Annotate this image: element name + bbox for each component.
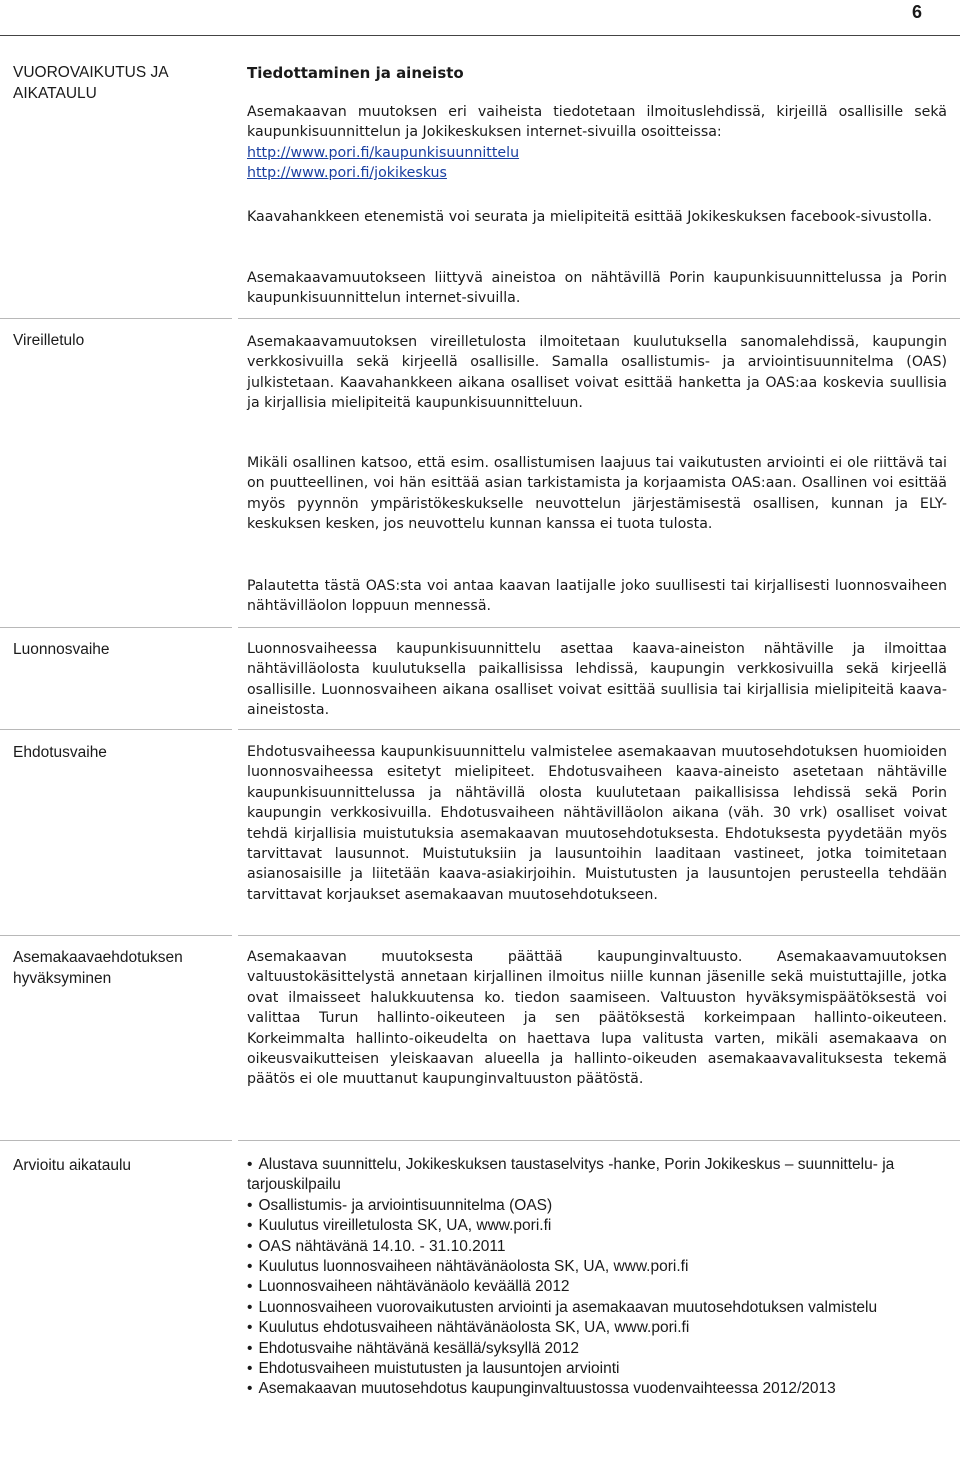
section-label-ehdotusvaihe: Ehdotusvaihe [13,744,107,761]
vireilletulo-paragraph-2: Mikäli osallinen katsoo, että esim. osallistumisen laajuus tai vaikutusten arviointi ei ole riittävä tai on puutteellinen, voi hän esittää asian tarkistamista ja korjaamista OAS:aan. Osallinen voi esittää myös pyynnön ympäristökeskukselle neuvottelun järjestämisestä osallisen, kunnan ja ELY-keskuksen kesken, jos neuvottelu kunnan kanssa ei tuota tulosta. [247,455,947,533]
row-divider [0,935,232,936]
facebook-paragraph: Kaavahankkeen etenemistä voi seurata ja mielipiteitä esittää Jokikeskuksen facebook-sivustolla. [247,209,933,225]
list-item: • Asemakaavan muutosehdotus kaupunginvaltuustossa vuodenvaihteessa 2012/2013 [247,1379,947,1399]
row-divider [238,318,960,319]
section-label-vuorovaikutus: VUOROVAIKUTUS JA AIKATAULU [13,64,168,102]
list-item: • Kuulutus ehdotusvaiheen nähtävänäolosta SK, UA, www.pori.fi [247,1318,947,1338]
section-label-vireilletulo: Vireilletulo [13,332,85,349]
ehdotusvaihe-paragraph: Ehdotusvaiheessa kaupunkisuunnittelu valmistelee asemakaavan muutosehdotuksen huomioiden luonnosvaiheessa esitetyt mielipiteet. Ehdotusvaiheen kaava-aineisto asetetaan nähtäville kaupunkisuunnittelussa ja nähtävillä olosta kuulutetaan paikallisissa lehdissä sekä Porin kaupungin verkkosivuilla. Ehdotusvaiheen nähtävilläolon aikana (väh. 30 vrk) osalliset voivat tehdä kirjallisia muistutuksia asemakaavan muutosehdotuksesta. Ehdotuksesta pyydetään myös tarvittavat lausunnot. Muistutuksiin ja lausuntoihin laaditaan vastineet, jotka toimitetaan asianosaisille ja liitetään kaava-asiakirjoihin. Muistutusten ja lausuntojen perusteella tehdään tarvittavat korjaukset asemakaavan muutosehdotukseen. [247,744,947,903]
header-rule [0,35,960,36]
row-divider [0,729,232,730]
list-item: • Kuulutus vireilletulosta SK, UA, www.pori.fi [247,1216,947,1236]
link-jokikeskus[interactable]: http://www.pori.fi/jokikeskus [247,165,447,182]
link-kaupunkisuunnittelu[interactable]: http://www.pori.fi/kaupunkisuunnittelu [247,144,520,161]
list-item: • Ehdotusvaihe nähtävänä kesällä/syksyllä 2012 [247,1339,947,1359]
aineisto-paragraph: Asemakaavamuutokseen liittyvä aineistoa on nähtävillä Porin kaupunkisuunnittelussa ja Porin kaupunkisuunnittelun internet-sivuilla. [247,270,947,307]
section-label-aikataulu: Arvioitu aikataulu [13,1157,132,1174]
hyvaksyminen-paragraph: Asemakaavan muutoksesta päättää kaupunginvaltuusto. Asemakaavamuutoksen valtuustokäsittelystä annetaan kirjallinen ilmoitus niille kunnan jäsenille sekä muistuttajille, jotka ovat ilmaisseet halukkuutensa ko. tiedon saamiseen. Valtuuston hyväksymispäätöksestä voi valittaa Turun hallinto-oikeuteen ja sen päätöksestä korkeimpaan hallinto-oikeuteen. Korkeimmalta hallinto-oikeudelta on haettava lupa valitusta varten, mikäli asemakaava on oikeusvaikutteisen yleiskaavan alueella ja hallinto-oikeuden asemakaavavalituksesta tekemä päätös ei ole muuttanut kaupunginvaltuuston päätöstä. [247,949,947,1088]
row-divider [238,935,960,936]
section-label-luonnosvaihe: Luonnosvaihe [13,641,110,658]
list-item: • Kuulutus luonnosvaiheen nähtävänäolosta SK, UA, www.pori.fi [247,1257,947,1277]
tiedottaminen-paragraph [247,102,947,184]
list-item: • Luonnosvaiheen vuorovaikutusten arviointi ja asemakaavan muutosehdotuksen valmistelu [247,1298,947,1318]
list-item: • OAS nähtävänä 14.10. - 31.10.2011 [247,1237,947,1257]
row-divider [238,1140,960,1141]
list-item: • Alustava suunnittelu, Jokikeskuksen taustaselvitys -hanke, Porin Jokikeskus – suunnittelu- ja tarjouskilpailu [247,1155,947,1196]
section-heading-tiedottaminen: Tiedottaminen ja aineisto [247,64,464,82]
vireilletulo-paragraph-1: Asemakaavamuutoksen vireilletulosta ilmoitetaan kuulutuksella sanomalehdissä, kaupungin verkkosivuilla sekä kirjeellä osallisille. Samalla osallistumis- ja arviointisuunnitelma (OAS) julkistetaan. Kaavahankkeen aikana osalliset voivat esittää hanketta ja OAS:aa koskevia suullisia ja kirjallisia mielipiteitä kaupunkisuunnitteluun. [247,334,947,412]
row-divider [238,627,960,628]
schedule-list [247,1155,947,1400]
page-number: 6 [911,2,922,22]
list-item: • Luonnosvaiheen nähtävänäolo keväällä 2012 [247,1277,947,1297]
section-label-hyvaksyminen: Asemakaavaehdotuksen hyväksyminen [13,949,183,987]
row-divider [0,627,232,628]
vireilletulo-paragraph-3: Palautetta tästä OAS:sta voi antaa kaavan laatijalle joko suullisesti tai kirjallisesti luonnosvaiheen nähtävilläolon loppuun mennessä. [247,578,947,615]
tiedottaminen-text: Asemakaavan muutoksen eri vaiheista tiedotetaan ilmoituslehdissä, kirjeillä osallisille sekä kaupunkisuunnittelun ja Jokikeskuksen internet-sivuilla osoitteissa: [247,104,947,141]
row-divider [0,318,232,319]
list-item: • Osallistumis- ja arviointisuunnitelma (OAS) [247,1196,947,1216]
list-item: • Ehdotusvaiheen muistutusten ja lausuntojen arviointi [247,1359,947,1379]
row-divider [0,1140,232,1141]
row-divider [238,729,960,730]
luonnosvaihe-paragraph: Luonnosvaiheessa kaupunkisuunnittelu asettaa kaava-aineiston nähtäville ja ilmoittaa nähtävilläolosta kuulutuksella paikallisissa lehdissä, kaupungin verkkosivuilla sekä kirjeellä osallisille. Luonnosvaiheen aikana osalliset voivat esittää suullisia tai kirjallisia mielipiteitä kaava-aineistosta. [247,641,947,719]
